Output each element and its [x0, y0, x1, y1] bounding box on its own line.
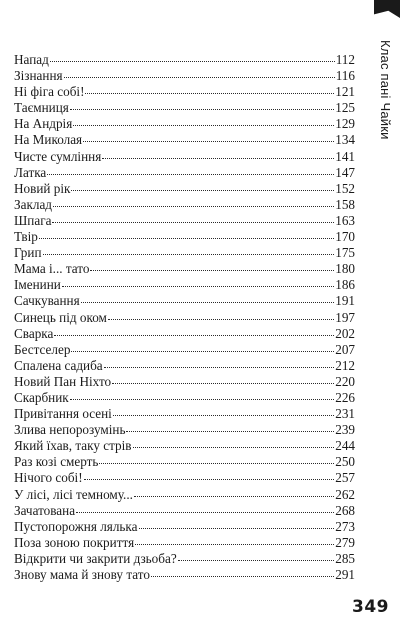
dot-leader: [71, 179, 334, 191]
dot-leader: [52, 211, 334, 223]
toc-entry-title: Напад: [14, 52, 49, 67]
toc-entry-page: 273: [335, 518, 355, 534]
toc-entry-page: 220: [335, 373, 355, 389]
dot-leader: [135, 533, 334, 545]
toc-entry-title: Синець під оком: [14, 309, 107, 325]
dot-leader: [53, 195, 334, 207]
toc-entry-page: 226: [335, 389, 355, 405]
dot-leader: [90, 259, 334, 271]
dot-leader: [84, 468, 335, 480]
toc-entry-title: Заклад: [14, 196, 53, 212]
toc-entry-title: Грип: [14, 245, 42, 261]
toc-entry-page: 212: [335, 357, 355, 373]
dot-leader: [85, 82, 334, 94]
toc-entry-page: 125: [335, 100, 355, 116]
dot-leader: [178, 549, 335, 561]
toc-entry-title: Скарбник: [14, 389, 69, 405]
toc-entry-page: 202: [335, 325, 355, 341]
toc-entry-title: На Миколая: [14, 132, 83, 148]
running-book-title: Клас пані Чайки: [378, 40, 393, 140]
dot-leader: [39, 227, 334, 239]
toc-entry-title: Пустопорожня лялька: [14, 518, 138, 534]
toc-entry-page: 141: [335, 148, 355, 164]
toc-entry-page: 257: [335, 470, 355, 486]
toc-entry-page: 158: [335, 196, 355, 212]
dot-leader: [50, 50, 335, 62]
toc-entry-page: 134: [335, 132, 355, 148]
toc-entry-title: Новий Пан Ніхто: [14, 373, 112, 389]
table-of-contents: [14, 52, 355, 583]
toc-entry-page: 244: [335, 438, 355, 454]
toc-entry-page: 116: [335, 68, 355, 84]
toc-entry-title: Раз козі смерть: [14, 454, 99, 470]
toc-entry: [14, 567, 355, 583]
toc-entry-title: Іменини: [14, 277, 61, 293]
toc-entry-title: У лісі, лісі темному...: [14, 486, 133, 502]
toc-entry-page: 112: [335, 52, 355, 67]
dot-leader: [83, 130, 334, 142]
toc-entry-page: 152: [335, 180, 355, 196]
toc-entry-title: Злива непорозумінь: [14, 422, 126, 438]
toc-entry-title: Твір: [14, 229, 38, 245]
toc-entry-title: Шпага: [14, 212, 52, 228]
toc-entry-page: 180: [335, 261, 355, 277]
dot-leader: [73, 114, 334, 126]
toc-entry-page: 239: [335, 422, 355, 438]
dot-leader: [54, 324, 334, 336]
toc-entry-title: Новий рік: [14, 180, 71, 196]
toc-entry-title: Спалена садиба: [14, 357, 103, 373]
toc-entry-page: 291: [335, 567, 355, 582]
toc-entry-page: 170: [335, 229, 355, 245]
dot-leader: [139, 517, 335, 529]
dot-leader: [134, 485, 334, 497]
dot-leader: [62, 275, 334, 287]
dot-leader: [47, 163, 334, 175]
toc-entry-title: Відкрити чи закрити дзьоба?: [14, 550, 177, 566]
toc-entry-page: 197: [335, 309, 355, 325]
toc-entry-title: Зізнання: [14, 68, 63, 84]
toc-entry-page: 175: [335, 245, 355, 261]
dot-leader: [113, 404, 334, 416]
toc-entry-title: Латка: [14, 164, 47, 180]
toc-entry-page: 268: [335, 502, 355, 518]
toc-entry-page: 163: [335, 212, 355, 228]
toc-entry-page: 147: [335, 164, 355, 180]
dot-leader: [151, 565, 334, 577]
toc-entry-page: 279: [335, 534, 355, 550]
toc-entry-page: 207: [335, 341, 355, 357]
dot-leader: [126, 420, 334, 432]
toc-entry-page: 262: [335, 486, 355, 502]
toc-entry-title: Сачкування: [14, 293, 80, 309]
toc-entry-title: Сварка: [14, 325, 54, 341]
dot-leader: [70, 98, 334, 110]
toc-entry-title: На Андрія: [14, 116, 73, 132]
toc-entry-page: 231: [335, 406, 355, 422]
dot-leader: [108, 308, 334, 320]
toc-entry-title: Ні фіга собі!: [14, 84, 85, 100]
toc-entry-title: Який їхав, таку стрів: [14, 438, 132, 454]
dot-leader: [64, 66, 335, 78]
dot-leader: [102, 147, 334, 159]
dot-leader: [99, 452, 334, 464]
page-number: 349: [352, 597, 389, 617]
toc-entry-title: Мама і... тато: [14, 261, 90, 277]
toc-entry-title: Зачатована: [14, 502, 76, 518]
toc-entry-page: 121: [335, 84, 355, 100]
toc-entry-title: Поза зоною покриття: [14, 534, 135, 550]
toc-entry-title: Таємниця: [14, 100, 69, 116]
toc-entry-title: Нічого собі!: [14, 470, 83, 486]
dot-leader: [71, 340, 334, 352]
dot-leader: [112, 372, 334, 384]
toc-entry-title: Чисте сумління: [14, 148, 102, 164]
thumb-index-mark: [374, 0, 400, 18]
toc-entry-title: Привітання осені: [14, 406, 112, 422]
toc-entry-page: 186: [335, 277, 355, 293]
dot-leader: [104, 356, 335, 368]
toc-entry-page: 285: [335, 550, 355, 566]
toc-entry-page: 129: [335, 116, 355, 132]
dot-leader: [81, 291, 335, 303]
toc-entry-title: Знову мама й знову тато: [14, 567, 150, 582]
dot-leader: [70, 388, 335, 400]
toc-entry-title: Бестселер: [14, 341, 71, 357]
toc-entry-page: 191: [335, 293, 355, 309]
dot-leader: [133, 436, 335, 448]
dot-leader: [76, 501, 334, 513]
dot-leader: [43, 243, 335, 255]
toc-entry-page: 250: [335, 454, 355, 470]
